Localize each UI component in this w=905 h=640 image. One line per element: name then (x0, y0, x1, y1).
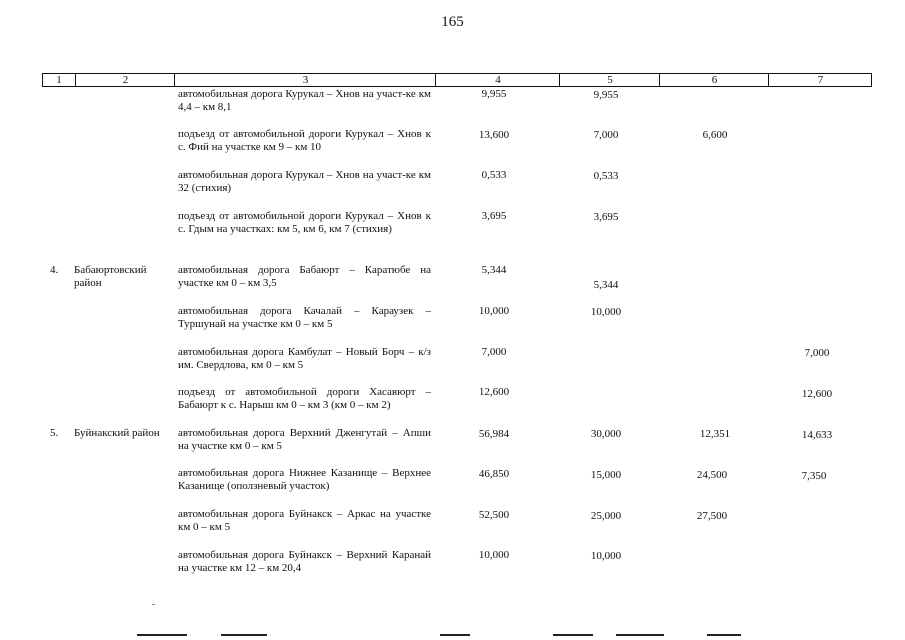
row-col-4: 56,984 (478, 428, 510, 440)
row-district: Буйнакский район (74, 427, 160, 439)
row-number: 5. (50, 427, 59, 439)
row-col-7: 7,350 (801, 470, 827, 482)
row-description: автомобильная дорога Буйнакск – Верхний Каранай на участке км 12 – км 20,4 (178, 549, 431, 574)
row-col-5: 7,000 (593, 129, 619, 141)
row-col-5: 10,000 (590, 550, 622, 562)
row-col-5: 3,695 (593, 211, 619, 223)
table-header (42, 73, 872, 87)
row-col-5: 30,000 (590, 428, 622, 440)
row-col-4: 52,500 (478, 509, 510, 521)
row-col-6: 27,500 (696, 510, 728, 522)
row-description: автомобильная дорога Качалай – Караузек – Туршунай на участке км 0 – км 5 (178, 305, 431, 330)
row-number: 4. (50, 264, 59, 276)
row-col-7: 7,000 (804, 347, 830, 359)
row-col-4: 13,600 (478, 129, 510, 141)
row-description: автомобильная дорога Нижнее Казанище – Верхнее Казанище (оползневый участок) (178, 467, 431, 492)
row-description: подъезд от автомобильной дороги Курукал – Хнов к с. Фий на участке км 9 – км 10 (178, 128, 431, 153)
row-col-7: 14,633 (801, 429, 833, 441)
row-col-6: 6,600 (702, 129, 728, 141)
header-col-1: 1 (56, 74, 62, 86)
row-col-5: 9,955 (593, 89, 619, 101)
row-col-4: 10,000 (478, 305, 510, 317)
scan-line (137, 634, 187, 636)
row-description: автомобильная дорога Верхний Дженгутай – Апши на участке км 0 – км 5 (178, 427, 431, 452)
row-col-6: 12,351 (699, 428, 731, 440)
row-col-4: 12,600 (478, 386, 510, 398)
row-col-6: 24,500 (696, 469, 728, 481)
header-col-5: 5 (559, 74, 660, 86)
header-col-6: 6 (659, 74, 769, 86)
row-col-4: 9,955 (481, 88, 507, 100)
scan-speck (152, 604, 155, 605)
row-col-4: 3,695 (481, 210, 507, 222)
row-col-5: 10,000 (590, 306, 622, 318)
row-col-4: 7,000 (481, 346, 507, 358)
row-description: подъезд от автомобильной дороги Курукал – Хнов к с. Гдым на участках: км 5, км 6, км 7 (стихия) (178, 210, 431, 235)
row-col-5: 0,533 (593, 170, 619, 182)
scan-line (221, 634, 267, 636)
row-col-7: 12,600 (801, 388, 833, 400)
row-col-5: 25,000 (590, 510, 622, 522)
row-col-5: 5,344 (593, 279, 619, 291)
page-number: 165 (441, 14, 464, 30)
row-col-4: 10,000 (478, 549, 510, 561)
row-district: Бабаюртовский район (74, 264, 147, 289)
row-description: автомобильная дорога Бабаюрт – Каратюбе на участке км 0 – км 3,5 (178, 264, 431, 289)
row-description: автомобильная дорога Курукал – Хнов на участ-ке км 32 (стихия) (178, 169, 431, 194)
row-col-5: 15,000 (590, 469, 622, 481)
header-col-4: 4 (435, 74, 560, 86)
scan-line (553, 634, 593, 636)
header-col-7: 7 (768, 74, 872, 86)
row-description: автомобильная дорога Буйнакск – Аркас на участке км 0 – км 5 (178, 508, 431, 533)
row-description: подъезд от автомобильной дороги Хасавюрт – Бабаюрт к с. Нарыш км 0 – км 3 (км 0 – км 2) (178, 386, 431, 411)
row-col-4: 5,344 (481, 264, 507, 276)
header-col-3: 3 (174, 74, 436, 86)
scan-line (707, 634, 741, 636)
scan-line (616, 634, 664, 636)
row-description: автомобильная дорога Камбулат – Новый Борч – к/з им. Свердлова, км 0 – км 5 (178, 346, 431, 371)
row-description: автомобильная дорога Курукал – Хнов на участ-ке км 4,4 – км 8,1 (178, 88, 431, 113)
row-col-4: 46,850 (478, 468, 510, 480)
row-col-4: 0,533 (481, 169, 507, 181)
header-col-2: 2 (75, 74, 175, 86)
scan-line (440, 634, 470, 636)
